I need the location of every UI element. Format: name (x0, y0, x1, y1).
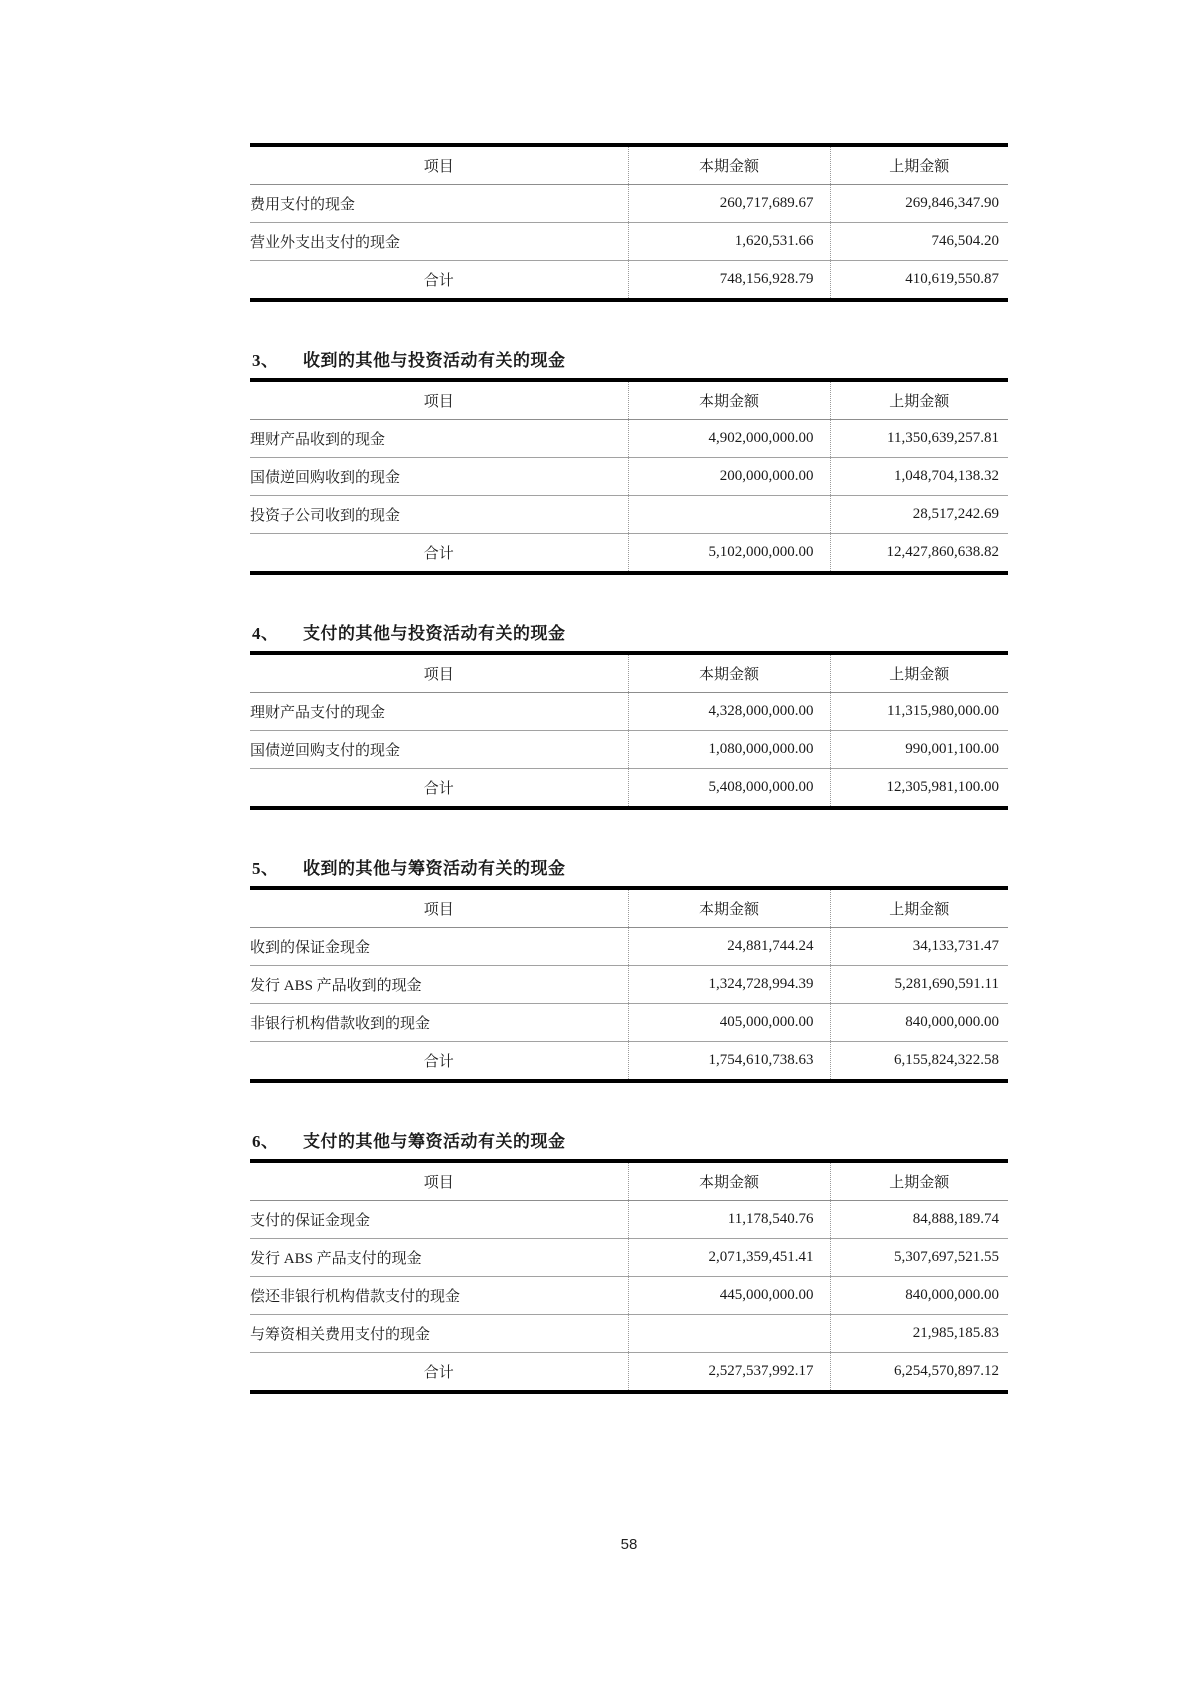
column-header-item: 项目 (250, 1161, 628, 1201)
table-row (250, 496, 1008, 534)
section-number: 6、 (252, 1132, 279, 1151)
row-label: 合计 (250, 261, 628, 301)
row-label: 合计 (250, 769, 628, 809)
prior-amount-cell: 5,281,690,591.11 (830, 966, 1008, 1004)
prior-amount-cell: 21,985,185.83 (830, 1315, 1008, 1353)
prior-amount-cell: 5,307,697,521.55 (830, 1239, 1008, 1277)
current-amount-cell: 4,902,000,000.00 (628, 420, 830, 458)
table-row (250, 223, 1008, 261)
prior-amount-cell: 84,888,189.74 (830, 1201, 1008, 1239)
prior-amount-cell: 12,427,860,638.82 (886, 544, 999, 560)
current-amount-cell: 1,324,728,994.39 (628, 966, 830, 1004)
column-header-item: 项目 (250, 653, 628, 693)
column-header-current: 本期金额 (628, 888, 830, 928)
row-label: 合计 (250, 1353, 628, 1393)
current-amount-cell: 1,754,610,738.63 (628, 1042, 830, 1082)
prior-amount-cell: 840,000,000.00 (830, 1277, 1008, 1315)
current-amount-cell: 11,178,540.76 (628, 1201, 830, 1239)
table-header-row (250, 145, 1008, 185)
column-header-current: 本期金额 (628, 145, 830, 185)
row-label: 理财产品支付的现金 (250, 693, 628, 731)
page-number: 58 (620, 1536, 638, 1553)
table-header-row (250, 888, 1008, 928)
column-header-prior: 上期金额 (830, 1161, 1008, 1201)
current-amount-cell: 1,080,000,000.00 (628, 731, 830, 769)
table-row (250, 1315, 1008, 1353)
row-label: 与筹资相关费用支付的现金 (250, 1315, 628, 1353)
row-label: 非银行机构借款收到的现金 (250, 1004, 628, 1042)
prior-amount-cell: 410,619,550.87 (905, 271, 999, 287)
current-amount-cell: 260,717,689.67 (628, 185, 830, 223)
current-amount-cell: 1,620,531.66 (628, 223, 830, 261)
current-amount-cell (628, 1315, 830, 1353)
table-row (250, 693, 1008, 731)
total-row (250, 534, 1008, 574)
section-title: 支付的其他与筹资活动有关的现金 (303, 1132, 566, 1151)
section-title: 收到的其他与筹资活动有关的现金 (303, 859, 566, 878)
column-header-prior: 上期金额 (830, 653, 1008, 693)
section-number: 5、 (252, 859, 279, 878)
prior-amount-cell: 12,305,981,100.00 (886, 779, 999, 795)
table-row (250, 1201, 1008, 1239)
column-header-prior: 上期金额 (830, 145, 1008, 185)
current-amount-cell: 24,881,744.24 (628, 928, 830, 966)
row-label: 理财产品收到的现金 (250, 420, 628, 458)
financial-table (250, 651, 1008, 810)
table-row (250, 1277, 1008, 1315)
current-amount-cell: 2,071,359,451.41 (628, 1239, 830, 1277)
prior-amount-cell: 11,315,980,000.00 (830, 693, 1008, 731)
column-header-item: 项目 (250, 888, 628, 928)
prior-amount-cell: 746,504.20 (830, 223, 1008, 261)
prior-amount-cell: 6,254,570,897.12 (894, 1363, 999, 1379)
current-amount-cell: 4,328,000,000.00 (628, 693, 830, 731)
current-amount-cell: 2,527,537,992.17 (628, 1353, 830, 1393)
financial-table (250, 143, 1008, 302)
financial-table (250, 378, 1008, 575)
prior-amount-cell: 11,350,639,257.81 (830, 420, 1008, 458)
report-content (250, 143, 1008, 1394)
table-row (250, 731, 1008, 769)
row-label: 合计 (250, 534, 628, 574)
column-header-item: 项目 (250, 380, 628, 420)
row-label: 营业外支出支付的现金 (250, 223, 628, 261)
table-header-row (250, 380, 1008, 420)
row-label: 费用支付的现金 (250, 185, 628, 223)
prior-amount-cell: 840,000,000.00 (830, 1004, 1008, 1042)
prior-amount-cell: 34,133,731.47 (830, 928, 1008, 966)
report-section (250, 858, 1008, 1083)
column-header-item: 项目 (250, 145, 628, 185)
total-row (250, 261, 1008, 301)
report-section (250, 623, 1008, 810)
row-label: 投资子公司收到的现金 (250, 496, 628, 534)
section-title: 收到的其他与投资活动有关的现金 (303, 351, 566, 370)
row-label: 国债逆回购支付的现金 (250, 731, 628, 769)
total-row (250, 1042, 1008, 1082)
table-row (250, 420, 1008, 458)
current-amount-cell: 5,408,000,000.00 (628, 769, 830, 809)
row-label: 国债逆回购收到的现金 (250, 458, 628, 496)
current-amount-cell: 405,000,000.00 (628, 1004, 830, 1042)
section-heading (252, 623, 1008, 645)
prior-amount-cell: 28,517,242.69 (830, 496, 1008, 534)
section-heading (252, 350, 1008, 372)
prior-amount-cell: 269,846,347.90 (830, 185, 1008, 223)
current-amount-cell: 445,000,000.00 (628, 1277, 830, 1315)
prior-amount-cell: 990,001,100.00 (830, 731, 1008, 769)
row-label: 合计 (250, 1042, 628, 1082)
row-label: 发行 ABS 产品支付的现金 (250, 1239, 628, 1277)
row-label: 偿还非银行机构借款支付的现金 (250, 1277, 628, 1315)
table-row (250, 928, 1008, 966)
column-header-prior: 上期金额 (830, 888, 1008, 928)
column-header-prior: 上期金额 (830, 380, 1008, 420)
total-row (250, 1353, 1008, 1393)
column-header-current: 本期金额 (628, 380, 830, 420)
report-section (250, 1131, 1008, 1394)
section-number: 4、 (252, 624, 279, 643)
financial-table (250, 1159, 1008, 1394)
column-header-current: 本期金额 (628, 653, 830, 693)
row-label: 支付的保证金现金 (250, 1201, 628, 1239)
row-label: 收到的保证金现金 (250, 928, 628, 966)
table-row (250, 458, 1008, 496)
section-heading (252, 1131, 1008, 1153)
table-row (250, 966, 1008, 1004)
prior-amount-cell: 1,048,704,138.32 (830, 458, 1008, 496)
table-row (250, 185, 1008, 223)
table-header-row (250, 653, 1008, 693)
section-number: 3、 (252, 351, 279, 370)
section-title: 支付的其他与投资活动有关的现金 (303, 624, 566, 643)
financial-table (250, 886, 1008, 1083)
current-amount-cell (628, 496, 830, 534)
total-row (250, 769, 1008, 809)
current-amount-cell: 5,102,000,000.00 (628, 534, 830, 574)
row-label: 发行 ABS 产品收到的现金 (250, 966, 628, 1004)
table-row (250, 1239, 1008, 1277)
section-heading (252, 858, 1008, 880)
prior-amount-cell: 6,155,824,322.58 (894, 1052, 999, 1068)
current-amount-cell: 748,156,928.79 (628, 261, 830, 301)
report-section (250, 350, 1008, 575)
table-header-row (250, 1161, 1008, 1201)
report-section (250, 143, 1008, 302)
current-amount-cell: 200,000,000.00 (628, 458, 830, 496)
table-row (250, 1004, 1008, 1042)
column-header-current: 本期金额 (628, 1161, 830, 1201)
